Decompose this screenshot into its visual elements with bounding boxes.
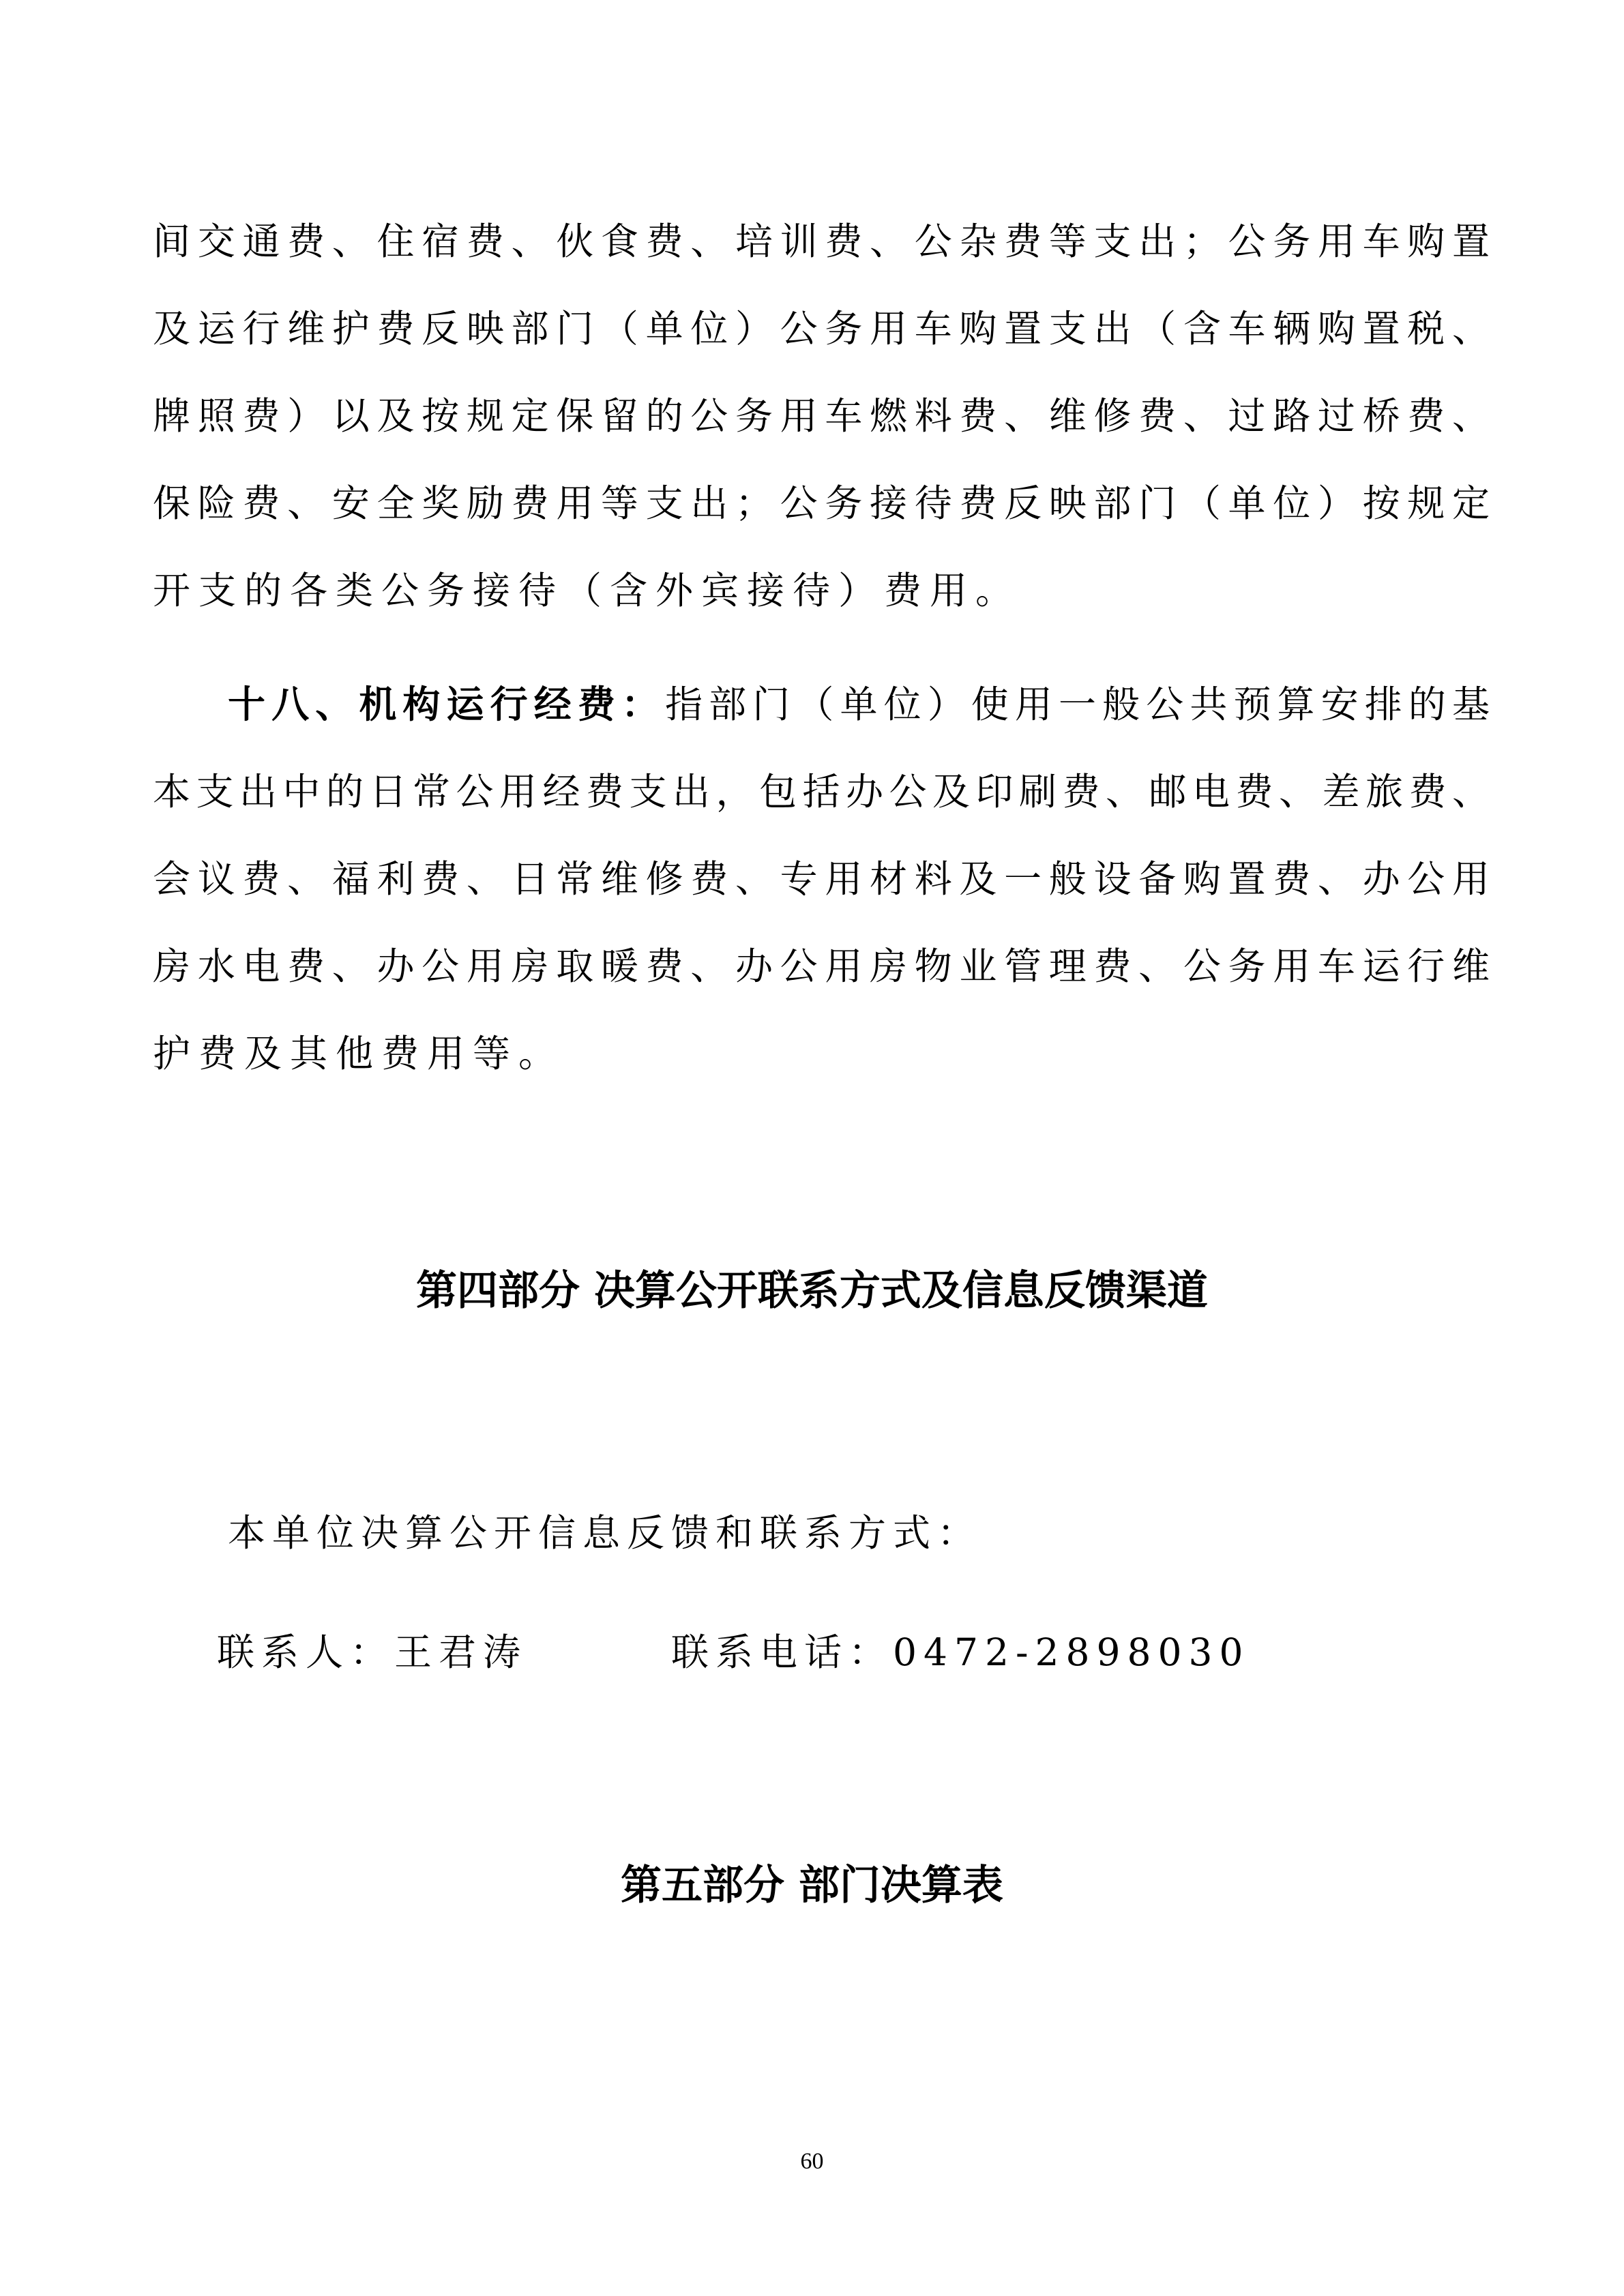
paragraph-line: 保险费、安全奖励费用等支出；公务接待费反映部门（单位）按规定 — [153, 481, 1490, 525]
section-term-label: 十八、机构运行经费： — [228, 683, 666, 726]
section-heading: 第四部分 决算公开联系方式及信息反馈渠道 — [416, 1267, 1208, 1315]
paragraph-line: 间交通费、住宿费、伙食费、培训费、公杂费等支出；公务用车购置 — [153, 220, 1490, 263]
paragraph-line: 开支的各类公务接待（含外宾接待）费用。 — [153, 569, 1022, 612]
paragraph-line: 护费及其他费用等。 — [153, 1032, 565, 1075]
contact-phone: 联系电话：0472-2898030 — [671, 1630, 1250, 1674]
paragraph-line: 本支出中的日常公用经费支出，包括办公及印刷费、邮电费、差旅费、 — [153, 770, 1490, 814]
paragraph-line: 房水电费、办公用房取暖费、办公用房物业管理费、公务用车运行维 — [153, 944, 1490, 988]
paragraph-line: 牌照费）以及按规定保留的公务用车燃料费、维修费、过路过桥费、 — [153, 394, 1490, 438]
contact-person: 联系人：王君涛 — [217, 1630, 528, 1674]
section-term-definition: 指部门（单位）使用一般公共预算安排的基 — [665, 683, 1490, 726]
paragraph-line: 及运行维护费反映部门（单位）公务用车购置支出（含车辆购置税、 — [153, 307, 1490, 351]
paragraph-line: 会议费、福利费、日常维修费、专用材料及一般设备购置费、办公用 — [153, 857, 1490, 901]
section-heading: 第五部分 部门决算表 — [621, 1862, 1003, 1909]
paragraph-first-line — [228, 661, 1490, 748]
contact-intro: 本单位决算公开信息反馈和联系方式： — [228, 1511, 982, 1555]
page-number: 60 — [800, 2149, 824, 2174]
